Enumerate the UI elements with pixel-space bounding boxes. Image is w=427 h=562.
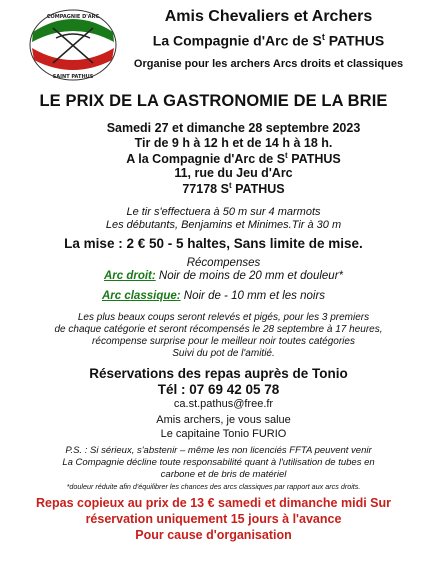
rewards-para-2: de chaque catégorie et seront récompensés le 28 septembre à 17 heures, bbox=[54, 324, 383, 335]
rules-stake: La mise : 2 € 50 - 5 haltes, Sans limite de mise. bbox=[64, 236, 363, 251]
meal-line-2: réservation uniquement 15 jours à l'avance bbox=[85, 512, 342, 526]
meal-line-1: Repas copieux au prix de 13 € samedi et dimanche midi Sur bbox=[36, 496, 391, 510]
meal-line-3: Pour cause d'organisation bbox=[135, 528, 292, 542]
event-hours: Tir de 9 h à 12 h et de 14 h à 18 h. bbox=[134, 136, 333, 150]
ps-line-3: carbone et de bris de matériel bbox=[160, 469, 287, 480]
rewards-title: Récompenses bbox=[186, 257, 261, 269]
contact-greeting: Amis archers, je vous salue bbox=[156, 414, 291, 426]
logo-bottom-text: SAINT PATHUS bbox=[52, 74, 94, 80]
ps-line-2: La Compagnie décline toute responsabilité quant à l'utilisation de tubes en bbox=[62, 457, 375, 468]
club-tagline: Organise pour les archers Arcs droits et classiques bbox=[133, 58, 404, 70]
event-city: 77178 $S^t$ PATHUS bbox=[182, 181, 285, 197]
contact-phone: Tél : 07 69 42 05 78 bbox=[157, 382, 280, 397]
rewards-para-3: récompense surprise pour le meilleur noir toutes catégories bbox=[92, 336, 355, 347]
event-street: 11, rue du Jeu d'Arc bbox=[174, 166, 293, 180]
event-place: A la Compagnie d'Arc de $S^t$ PATHUS bbox=[126, 151, 341, 167]
club-subtitle: La Compagnie d'Arc de $S^t$ PATHUS bbox=[152, 32, 385, 49]
footnote: *douleur réduite afin d'équilibrer les chances des arcs classiques par rapport aux arcs droits. bbox=[66, 482, 361, 491]
rewards-classic-bow: Arc classique: Noir de - 10 mm et les noirs bbox=[101, 290, 326, 302]
club-title: Amis Chevaliers et Archers bbox=[164, 8, 373, 25]
rules-distance: Le tir s'effectuera à 50 m sur 4 marmots bbox=[126, 206, 321, 218]
rewards-para-1: Les plus beaux coups seront relevés et pigés, pour les 3 premiers bbox=[77, 312, 370, 323]
event-title: LE PRIX DE LA GASTRONOMIE DE LA BRIE bbox=[39, 92, 388, 110]
rewards-straight-bow: Arc droit: Noir de moins de 20 mm et douleur* bbox=[103, 270, 344, 282]
logo-top-text: COMPAGNIE D'ARC bbox=[46, 14, 100, 20]
rules-beginners: Les débutants, Benjamins et Minimes.Tir à 30 m bbox=[105, 219, 342, 231]
ps-line-1: P.S. : Si sérieux, s'abstenir – même les non licenciés FFTA peuvent venir bbox=[65, 445, 372, 456]
contact-email: ca.st.pathus@free.fr bbox=[173, 398, 274, 410]
rewards-para-4: Suivi du pot de l'amitié. bbox=[172, 348, 275, 359]
event-date: Samedi 27 et dimanche 28 septembre 2023 bbox=[106, 121, 361, 135]
compagnie-logo bbox=[28, 8, 118, 82]
contact-title: Réservations des repas auprès de Tonio bbox=[89, 366, 348, 381]
contact-signature: Le capitaine Tonio FURIO bbox=[160, 428, 287, 440]
